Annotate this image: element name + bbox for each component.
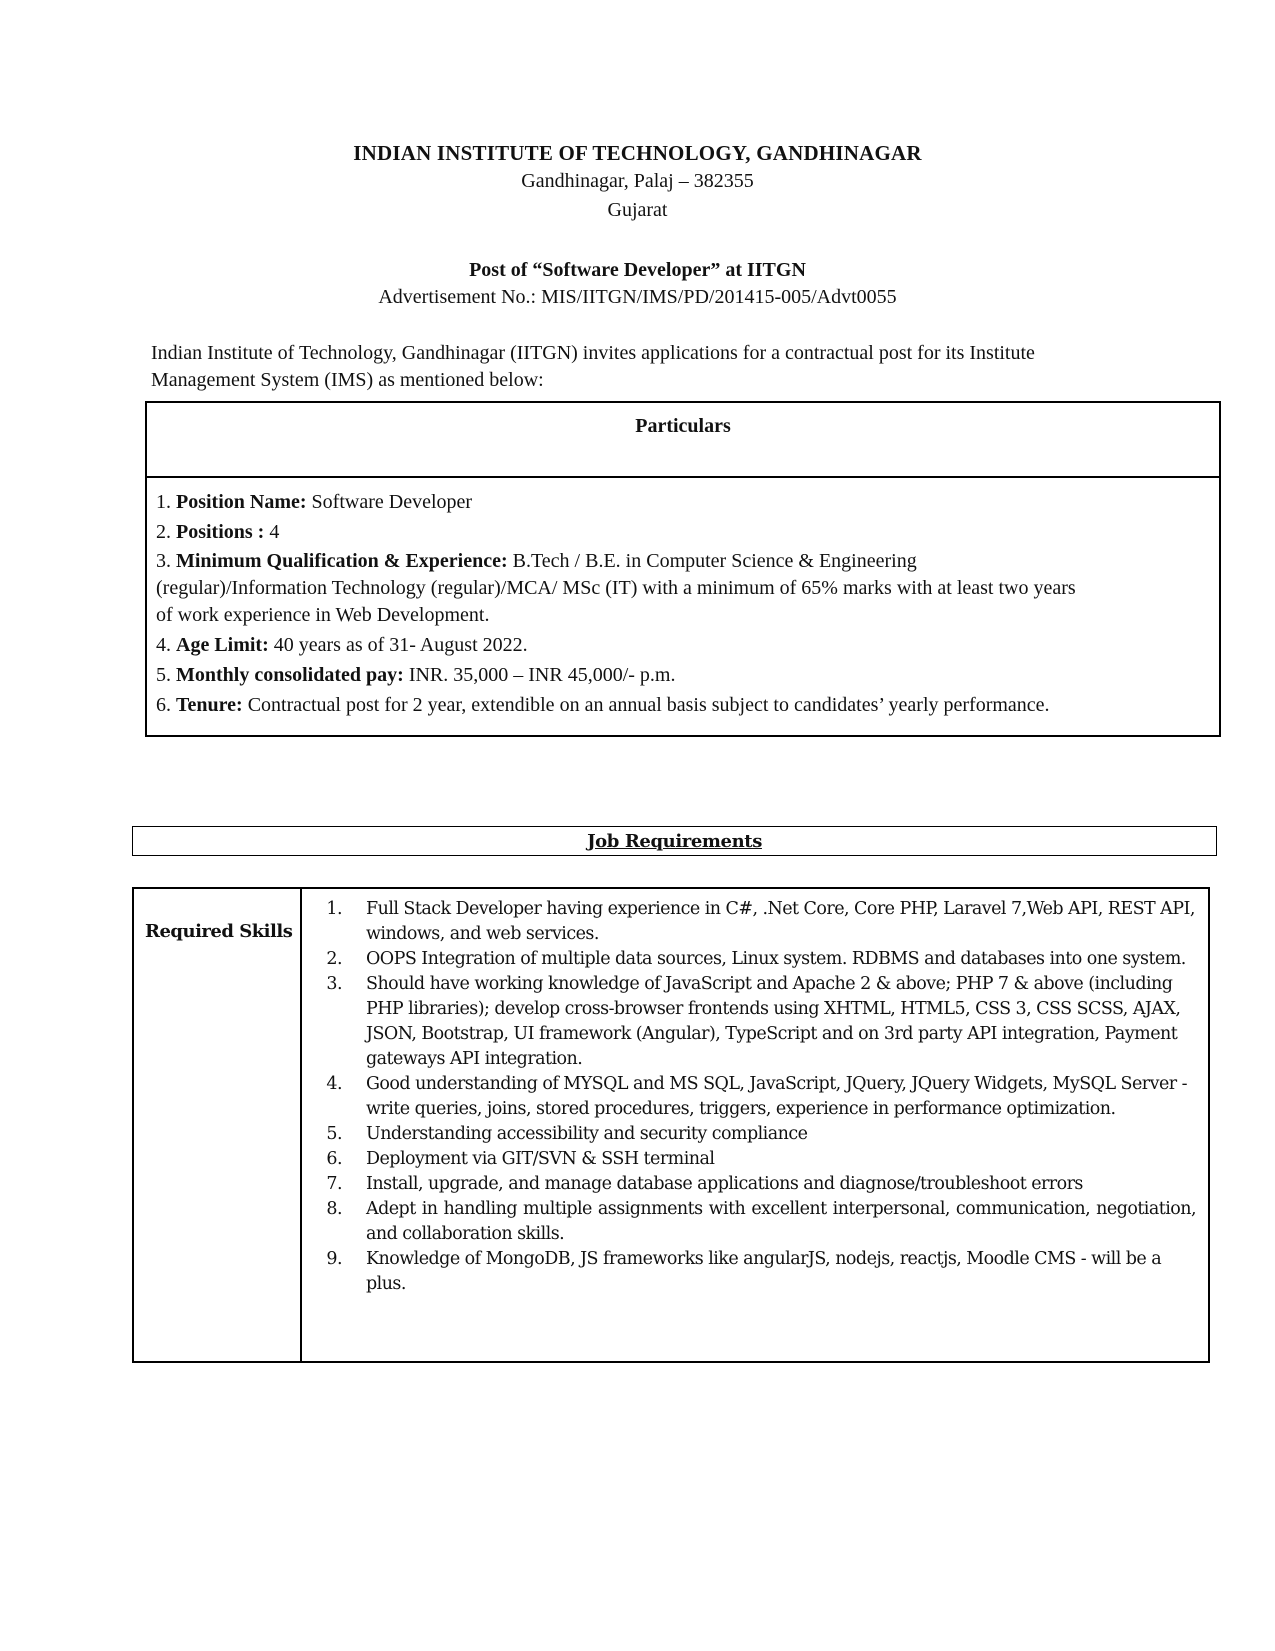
intro-line-1: Indian Institute of Technology, Gandhinagar (IITGN) invites applications for a contractual post for its Institute xyxy=(151,342,1035,364)
intro-line-2: Management System (IMS) as mentioned below: xyxy=(151,369,544,391)
particular-position-name xyxy=(156,488,1219,516)
skill-number: 9. xyxy=(326,1249,342,1269)
skill-item xyxy=(302,1247,1196,1297)
item-value: 4 xyxy=(264,521,280,543)
required-skills-list xyxy=(302,897,1196,1297)
institute-state: Gujarat xyxy=(607,199,668,221)
item-number: 1. xyxy=(156,491,176,513)
item-value: Software Developer xyxy=(306,491,473,513)
skill-item xyxy=(302,1197,1196,1247)
item-number: 6. xyxy=(156,694,176,716)
item-number: 2. xyxy=(156,521,176,543)
skill-number: 6. xyxy=(326,1149,342,1169)
item-label: Positions : xyxy=(176,521,265,543)
skill-number: 7. xyxy=(326,1174,342,1194)
particular-monthly-pay xyxy=(156,661,1219,689)
item-value: Contractual post for 2 year, extendible on an annual basis subject to candidates’ yearly performance. xyxy=(242,694,1050,716)
skill-text: Should have working knowledge of JavaScript and Apache 2 & above; PHP 7 & above (including PHP libraries); develop cross-browser frontends using XHTML, HTML5, CSS 3, CSS SCSS, AJAX, JSON, Bootstrap, UI framework (Angular), TypeScript and on 3rd party API integration, Payment gateways API integration. xyxy=(366,974,1181,1069)
item-value: B.Tech / B.E. in Computer Science & Engineering xyxy=(507,550,917,572)
intro-paragraph xyxy=(151,340,1211,394)
required-skills-list-cell xyxy=(302,889,1208,1361)
skill-item xyxy=(302,1072,1196,1122)
item-label: Age Limit: xyxy=(176,634,269,656)
skill-item xyxy=(302,1122,1196,1147)
item-number: 5. xyxy=(156,664,176,686)
skill-number: 5. xyxy=(326,1124,342,1144)
skill-item xyxy=(302,972,1196,1072)
item-label: Position Name: xyxy=(176,491,307,513)
skill-item xyxy=(302,947,1196,972)
skill-number: 2. xyxy=(326,949,342,969)
skill-item xyxy=(302,1147,1196,1172)
skill-number: 3. xyxy=(326,974,342,994)
skill-text: OOPS Integration of multiple data sources, Linux system. RDBMS and databases into one system. xyxy=(366,949,1186,969)
item-label: Minimum Qualification & Experience: xyxy=(176,550,508,572)
particular-positions xyxy=(156,518,1219,546)
skill-item xyxy=(302,897,1196,947)
particular-tenure xyxy=(156,691,1219,719)
item-label: Monthly consolidated pay: xyxy=(176,664,404,686)
item-value: 40 years as of 31- August 2022. xyxy=(268,634,528,656)
particulars-table xyxy=(145,401,1221,737)
advertisement-number: Advertisement No.: MIS/IITGN/IMS/PD/201415-005/Advt0055 xyxy=(378,286,897,308)
skill-number: 8. xyxy=(326,1199,342,1219)
item-value-line-3: of work experience in Web Development. xyxy=(156,604,490,626)
skill-text: Adept in handling multiple assignments with excellent interpersonal, communication, negotiation, and collaboration skills. xyxy=(366,1199,1196,1244)
post-title: Post of “Software Developer” at IITGN xyxy=(469,259,806,281)
particulars-body xyxy=(147,478,1219,719)
institute-title: INDIAN INSTITUTE OF TECHNOLOGY, GANDHINAGAR xyxy=(353,141,922,165)
item-number: 4. xyxy=(156,634,176,656)
item-value: INR. 35,000 – INR 45,000/- p.m. xyxy=(403,664,676,686)
item-label: Tenure: xyxy=(176,694,243,716)
required-skills-label: Required Skills xyxy=(134,889,302,1361)
particular-age-limit xyxy=(156,631,1219,659)
skill-number: 1. xyxy=(326,899,342,919)
particular-qualification xyxy=(156,548,1219,629)
particulars-heading: Particulars xyxy=(147,403,1219,478)
item-value-line-2: (regular)/Information Technology (regular)/MCA/ MSc (IT) with a minimum of 65% marks with at least two years xyxy=(156,577,1076,599)
skill-text: Install, upgrade, and manage database applications and diagnose/troubleshoot errors xyxy=(366,1174,1083,1194)
skill-item xyxy=(302,1172,1196,1197)
required-skills-table xyxy=(132,887,1210,1363)
skill-number: 4. xyxy=(326,1074,342,1094)
job-requirements-heading-box xyxy=(132,826,1217,856)
institute-address: Gandhinagar, Palaj – 382355 xyxy=(521,170,754,192)
skill-text: Full Stack Developer having experience in C#, .Net Core, Core PHP, Laravel 7,Web API, REST API, windows, and web services. xyxy=(366,899,1195,944)
skill-text: Understanding accessibility and security compliance xyxy=(366,1124,808,1144)
job-requirements-heading: Job Requirements xyxy=(587,831,762,852)
skill-text: Good understanding of MYSQL and MS SQL, JavaScript, JQuery, JQuery Widgets, MySQL Server - write queries, joins, stored procedures, triggers, experience in performance optimization. xyxy=(366,1074,1187,1119)
skill-text: Deployment via GIT/SVN & SSH terminal xyxy=(366,1149,715,1169)
item-number: 3. xyxy=(156,550,176,572)
skill-text: Knowledge of MongoDB, JS frameworks like angularJS, nodejs, reactjs, Moodle CMS - will be a plus. xyxy=(366,1249,1162,1294)
